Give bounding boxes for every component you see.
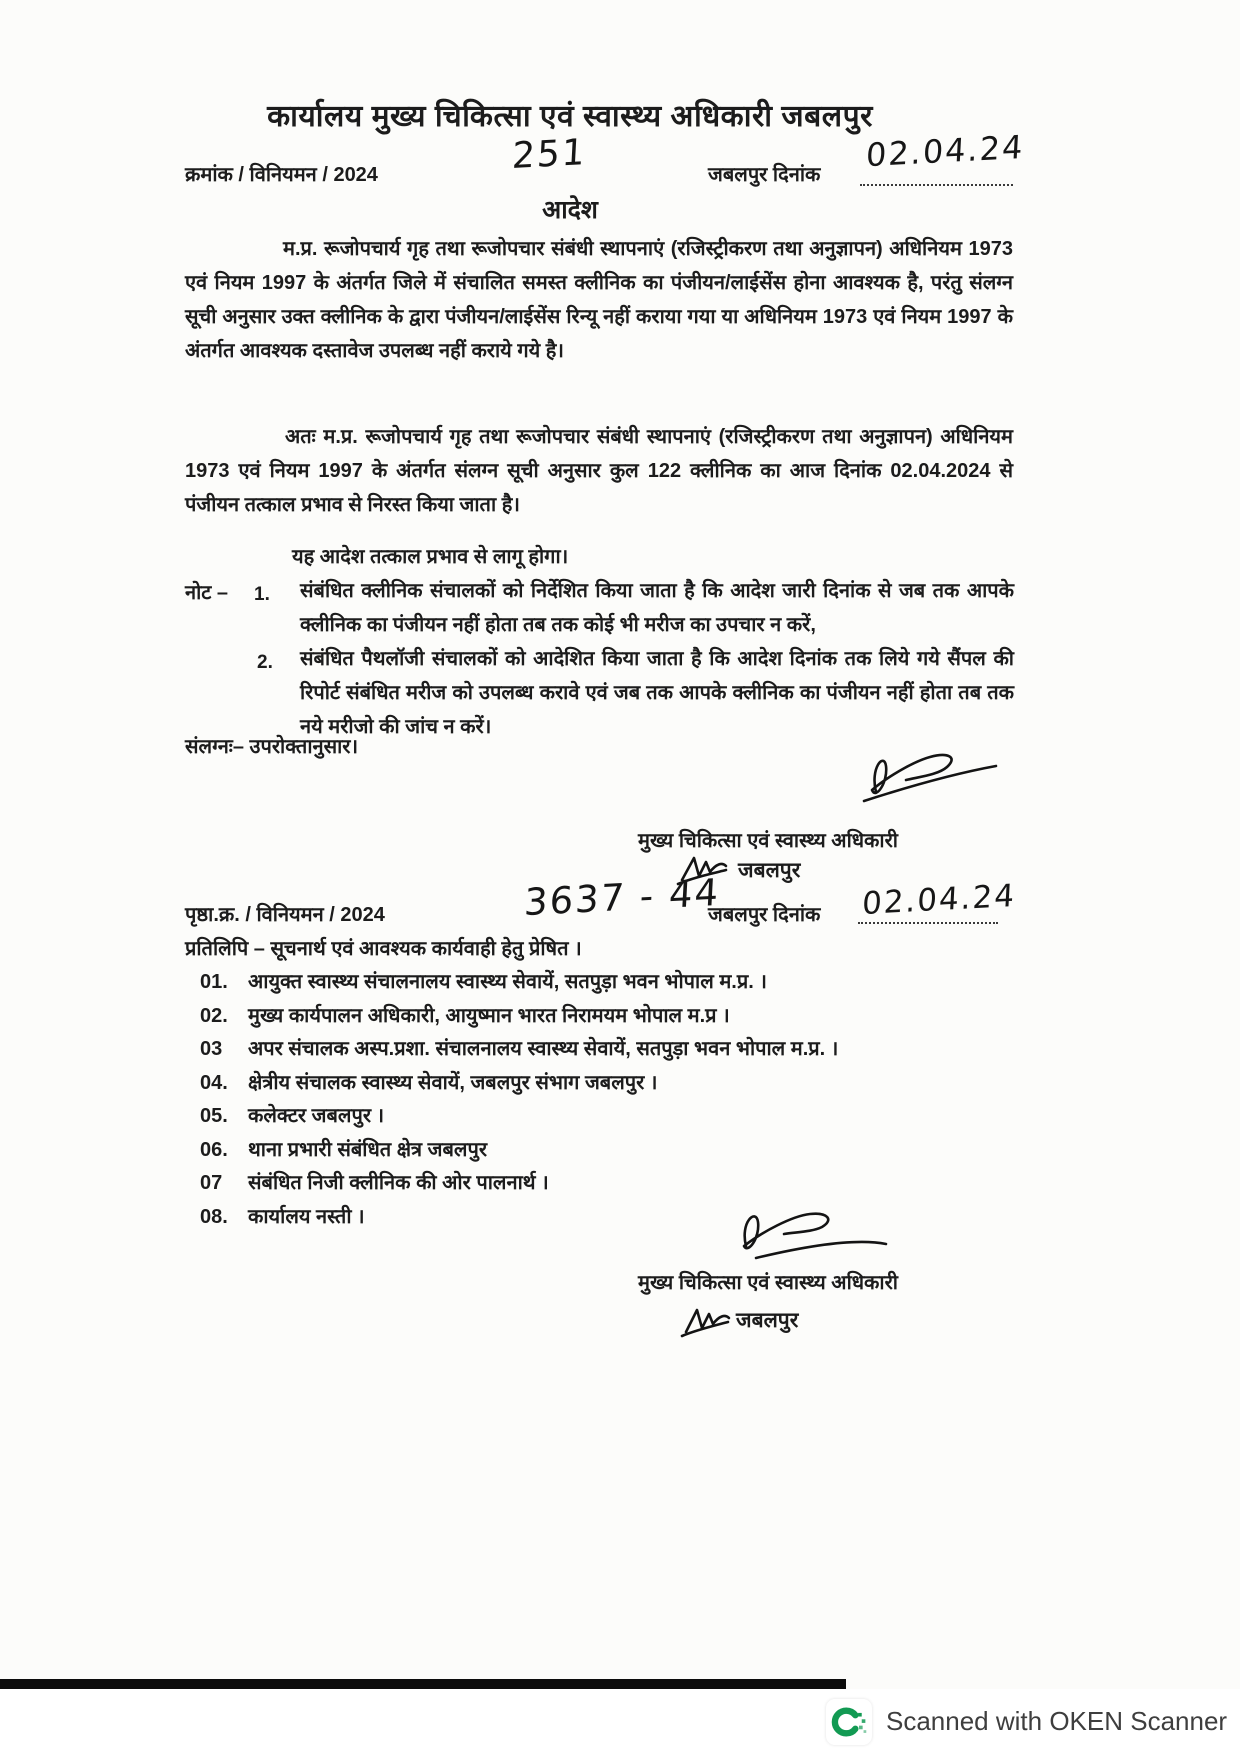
- place-date-label-bottom: जबलपुर दिनांक: [708, 904, 821, 926]
- note-label: नोट –: [185, 582, 229, 604]
- ref-number-label: क्रमांक / विनियमन / 2024: [185, 164, 378, 186]
- recipient-text: अपर संचालक अस्प.प्रशा. संचालनालय स्वास्थ्य सेवायें, सतपुड़ा भवन भोपाल म.प्र. ।: [248, 1038, 839, 1060]
- signature-initials-2: [680, 1300, 732, 1340]
- recipient-number: 01.: [200, 971, 228, 993]
- recipient-number: 04.: [200, 1072, 228, 1094]
- date-dotted-line-top: [860, 184, 1013, 186]
- paragraph-2-post: का आज दिनांक 02.04.2024 से पंजीयन तत्काल प्रभाव से निरस्त किया जाता है।: [185, 460, 1013, 516]
- place-date-label-top: जबलपुर दिनांक: [708, 164, 821, 186]
- recipient-number: 03: [200, 1038, 223, 1060]
- signatory-designation-2: मुख्य चिकित्सा एवं स्वास्थ्य अधिकारी: [638, 1272, 898, 1294]
- scanner-footer: [0, 1689, 1240, 1754]
- recipient-row: [200, 1201, 365, 1234]
- clinic-count-bold: कुल 122 क्लीनिक: [609, 460, 752, 482]
- recipient-number: 05.: [200, 1105, 228, 1127]
- recipient-text: मुख्य कार्यपालन अधिकारी, आयुष्मान भारत निरामयम भोपाल म.प्र ।: [248, 1005, 730, 1027]
- oken-logo-icon: [826, 1699, 872, 1745]
- recipient-row: [200, 966, 767, 999]
- recipient-text: आयुक्त स्वास्थ्य संचालनालय स्वास्थ्य सेवायें, सतपुड़ा भवन भोपाल म.प्र. ।: [248, 971, 767, 993]
- note-item-1-number: 1.: [254, 584, 270, 605]
- scan-edge-bar: [0, 1679, 846, 1689]
- note-item-1-text: संबंधित क्लीनिक संचालकों को निर्देशित किया जाता है कि आदेश जारी दिनांक से जब तक आपके क्लीनिक का पंजीयन नहीं होता तब तक कोई भी मरीज का उपचार न करें,: [300, 580, 1014, 636]
- order-paragraph-1: म.प्र. रूजोपचार्य गृह तथा रूजोपचार संबंधी स्थापनाएं (रजिस्ट्रीकरण तथा अनुज्ञापन) अधिनियम 1973 एवं नियम 1997 के अंतर्गत जिले में संचालित समस्त क्लीनिक का पंजीयन/लाईसेंस होना आवश्यक है, परंतु संलग्न सूची अनुसार उक्त क्लीनिक के द्वारा पंजीयन/लाईसेंस रिन्यू नहीं कराया गया या अधिनियम 1973 एवं नियम 1997 के अंतर्गत आवश्यक दस्तावेज उपलब्ध नहीं कराये गये है।: [185, 238, 1013, 362]
- signatory-place-2: जबलपुर: [736, 1309, 799, 1332]
- recipient-text: कलेक्टर जबलपुर ।: [248, 1105, 385, 1127]
- signatory-place-1: जबलपुर: [738, 859, 801, 882]
- recipient-row: [200, 1100, 384, 1133]
- dispatch-number-label: पृष्ठा.क्र. / विनियमन / 2024: [185, 904, 385, 926]
- office-title: कार्यालय मुख्य चिकित्सा एवं स्वास्थ्य अधिकारी जबलपुर: [267, 100, 873, 133]
- recipient-text: संबंधित निजी क्लीनिक की ओर पालनार्थ ।: [248, 1172, 549, 1194]
- signatory-designation-1: मुख्य चिकित्सा एवं स्वास्थ्य अधिकारी: [638, 830, 898, 852]
- date-handwritten-bottom: 02.04.24: [861, 877, 1017, 923]
- ref-number-handwritten: 251: [510, 131, 588, 178]
- recipient-row: [200, 1134, 487, 1167]
- dispatch-number-handwritten: 3637 - 44: [523, 870, 722, 925]
- note-item-2-number: 2.: [257, 652, 273, 673]
- recipient-row: [200, 1067, 657, 1100]
- order-paragraph-2: [185, 420, 1013, 522]
- scanner-footer-text: Scanned with OKEN Scanner: [886, 1706, 1228, 1736]
- note-item-2-text: संबंधित पैथलॉजी संचालकों को आदेशित किया जाता है कि आदेश दिनांक तक लिये गये सैंपल की रिपोर्ट संबंधित मरीज को उपलब्ध करावे एवं जब तक आपके क्लीनिक का पंजीयन नहीं होता तब तक नये मरीजो की जांच न करें।: [300, 648, 1014, 738]
- recipient-text: कार्यालय नस्ती ।: [248, 1206, 365, 1228]
- recipient-text: थाना प्रभारी संबंधित क्षेत्र जबलपुर: [248, 1139, 488, 1161]
- recipient-number: 02.: [200, 1005, 228, 1027]
- paragraph-2-pre: अतः म.प्र. रूजोपचार्य गृह तथा रूजोपचार संबंधी स्थापनाएं (रजिस्ट्रीकरण तथा अनुज्ञापन) अधिनियम 1973 एवं नियम 1997 के अंतर्गत संलग्न सूची अनुसार: [185, 426, 1013, 482]
- recipient-row: [200, 1000, 730, 1033]
- date-dotted-line-bottom: [858, 922, 998, 924]
- recipient-number: 08.: [200, 1206, 228, 1228]
- enclosure-line: संलग्नः– उपरोक्तानुसार।: [185, 736, 359, 758]
- signature-scribble-1: [856, 746, 1004, 806]
- recipient-text: क्षेत्रीय संचालक स्वास्थ्य सेवायें, जबलपुर संभाग जबलपुर ।: [248, 1072, 658, 1094]
- order-heading: आदेश: [542, 196, 598, 224]
- recipient-row: [200, 1033, 838, 1066]
- recipient-row: [200, 1167, 549, 1200]
- date-handwritten-top: 02.04.24: [865, 127, 1026, 175]
- recipient-number: 06.: [200, 1139, 228, 1161]
- signature-scribble-2: [722, 1204, 892, 1264]
- effect-line: यह आदेश तत्काल प्रभाव से लागू होगा।: [292, 546, 569, 568]
- copy-line: प्रतिलिपि – सूचनार्थ एवं आवश्यक कार्यवाही हेतु प्रेषित ।: [185, 938, 582, 960]
- recipient-number: 07: [200, 1172, 223, 1194]
